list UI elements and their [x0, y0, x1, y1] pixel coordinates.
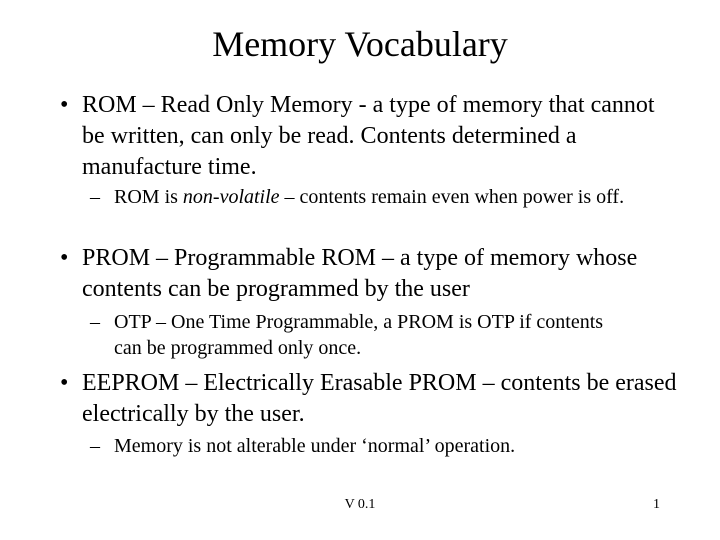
sub-bullet-text-rom [114, 184, 634, 210]
slide-title: Memory Vocabulary [212, 24, 508, 64]
sub-bullet-marker: – [90, 311, 100, 333]
sub-bullet-text-rom-before: ROM is [114, 186, 183, 208]
footer-version: V 0.1 [344, 497, 376, 512]
sub-bullet-marker: – [90, 186, 100, 208]
bullet-marker: • [60, 92, 69, 118]
sub-bullet-text-eeprom: Memory is not alterable under ‘normal’ operation. [114, 435, 516, 457]
non-volatile-term: non-volatile [182, 186, 280, 208]
bullet-text-eeprom: EEPROM – Electrically Erasable PROM – contents be erased electrically by the user. [82, 370, 677, 427]
bullet-marker: • [60, 245, 69, 271]
sub-bullet-marker: – [90, 435, 100, 457]
bullet-text-prom: PROM – Programmable ROM – a type of memory whose contents can be programmed by the user [82, 245, 638, 302]
sub-bullet-text-rom-after: – contents remain even when power is off. [279, 186, 625, 208]
sub-bullet-text-otp: OTP – One Time Programmable, a PROM is OTP if contents can be programmed only once. [114, 311, 604, 359]
bullet-marker: • [60, 370, 69, 396]
bullet-text-rom: ROM – Read Only Memory - a type of memory that cannot be written, can only be read. Contents determined a manufacture time. [82, 92, 655, 180]
footer-page-number: 1 [653, 497, 660, 512]
